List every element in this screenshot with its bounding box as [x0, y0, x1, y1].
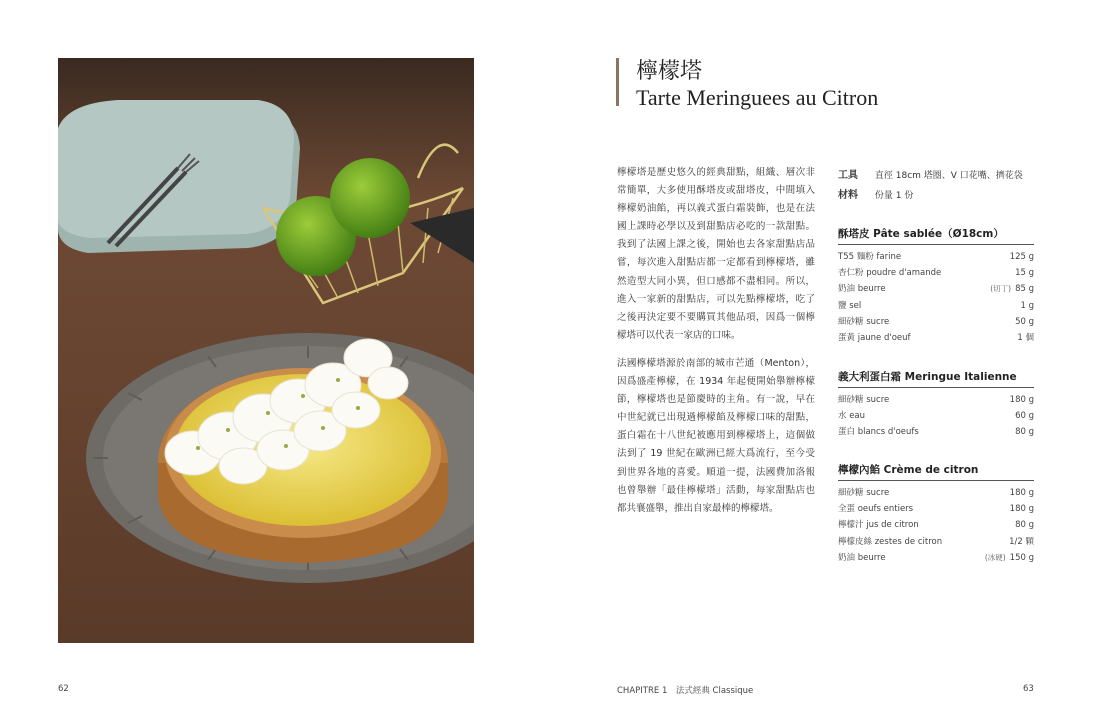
tools-row [838, 166, 1038, 186]
ingredient-name: 細砂糖 sucre [838, 395, 890, 405]
chapter-running-footer: CHAPITRE 1 法式經典 Classique [617, 686, 754, 696]
ingredient-row [838, 424, 1034, 440]
ingredient-name: 蛋黃 jaune d'oeuf [838, 333, 911, 344]
ingredient-note: (冰硬) [984, 552, 1006, 562]
ingredient-row [838, 550, 1034, 566]
ingredient-name: 杏仁粉 poudre d'amande [838, 268, 942, 279]
section-meringue-italienne [838, 369, 1034, 441]
ingredient-row [838, 314, 1034, 330]
ingredient-name: 奶油 beurre [838, 552, 886, 563]
tools-value: 直徑 18cm 塔圈、V 口花嘴、擠花袋 [874, 171, 1023, 181]
ingredient-qty: 1/2 顆 [1009, 536, 1034, 547]
section-heading: 酥塔皮 Pâte sablée（Ø18cm） [838, 226, 1034, 245]
ingredient-name: 奶油 beurre [838, 284, 886, 295]
ingredient-qty: 15 g [1015, 268, 1034, 279]
ingredient-row [838, 298, 1034, 314]
left-page-number: 62 [58, 684, 69, 694]
ingredient-name: 細砂糖 sucre [838, 488, 890, 498]
ingredient-qty: 85 g [1015, 284, 1034, 295]
ingredient-name: 鹽 sel [838, 300, 862, 311]
title-accent-bar [616, 58, 619, 106]
materials-label: 材料 [838, 190, 858, 201]
ingredient-qty: 1 個 [1017, 333, 1034, 344]
tools-and-materials [838, 166, 1038, 206]
ingredient-name: T55 麵粉 farine [838, 252, 902, 262]
ingredient-row [838, 330, 1034, 346]
ingredient-row [838, 392, 1034, 408]
ingredient-qty: 180 g [1009, 488, 1034, 498]
ingredient-name: 檸檬汁 jus de citron [838, 520, 919, 531]
ingredient-row [838, 281, 1034, 297]
ingredient-name: 全蛋 oeufs entiers [838, 504, 914, 515]
intro-text [617, 164, 815, 528]
ingredient-row [838, 485, 1034, 501]
ingredient-name: 細砂糖 sucre [838, 316, 890, 327]
ingredient-row [838, 534, 1034, 550]
ingredient-qty: 150 g [1009, 552, 1034, 563]
section-pate-sablee [838, 226, 1034, 346]
ingredient-qty: 180 g [1009, 504, 1034, 515]
ingredient-row [838, 265, 1034, 281]
intro-paragraph: 檸檬塔是歷史悠久的經典甜點，組織、層次非常簡單，大多使用酥塔皮或甜塔皮，中間填入檸檬奶油餡，再以義式蛋白霜裝飾，也是在法國上課時必學以及到甜點店必吃的一款甜點。我到了法國上課之後，開始也去各家甜點店品嘗，每次進入甜點店都一定都看到檸檬塔，雖然造型大同小異，但口感都不盡相同。所以，進入一家新的甜點店，可以先點檸檬塔，吃了之後再決定要不要購買其他品項，因爲一個檸檬塔可以代表一家店的口味。 [617, 167, 815, 341]
ingredient-row [838, 517, 1034, 533]
ingredient-row [838, 501, 1034, 517]
ingredient-qty: 50 g [1015, 316, 1034, 327]
ingredient-qty: 180 g [1009, 395, 1034, 405]
ingredient-row [838, 408, 1034, 424]
section-heading: 義大利蛋白霜 Meringue Italienne [838, 369, 1034, 388]
ingredient-qty: 80 g [1015, 427, 1034, 438]
tools-label: 工具 [838, 170, 858, 181]
section-heading: 檸檬內餡 Crème de citron [838, 462, 1034, 481]
ingredient-qty: 60 g [1015, 411, 1034, 422]
materials-value: 份量 1 份 [874, 191, 914, 201]
recipe-title-chinese: 檸檬塔 [636, 59, 703, 84]
ingredient-row [838, 249, 1034, 265]
materials-row [838, 186, 1038, 206]
ingredient-note: (切丁) [990, 284, 1012, 294]
ingredient-qty: 125 g [1009, 252, 1034, 262]
recipe-title-french: Tarte Meringuees au Citron [636, 85, 879, 110]
intro-paragraph: 法國檸檬塔源於南部的城市芒通（Menton），因爲盛產檸檬，在 1934 年起便開始舉辦檸檬節，檸檬塔也是節慶時的主角。有一說，早在中世紀就已出現過檸檬餡及檸檬口味的甜點，蛋白霜在十八世紀被應用到檸檬塔上，這個做法到了 19 世紀在歐洲已經大爲流行，至今受到世界各地的喜愛。順道一提，法國費加洛報也曾舉辦「最佳檸檬塔」活動，每家甜點店也都共襄盛舉，推出自家最棒的檸檬塔。 [617, 357, 815, 514]
ingredient-name: 蛋白 blancs d'oeufs [838, 427, 919, 438]
right-page-number: 63 [1023, 684, 1034, 694]
ingredient-qty: 80 g [1015, 520, 1034, 531]
section-creme-de-citron [838, 462, 1034, 566]
ingredient-qty: 1 g [1020, 300, 1034, 311]
ingredient-name: 水 eau [838, 411, 866, 422]
ingredient-name: 檸檬皮絲 zestes de citron [838, 536, 943, 547]
tart-photo [58, 58, 474, 643]
